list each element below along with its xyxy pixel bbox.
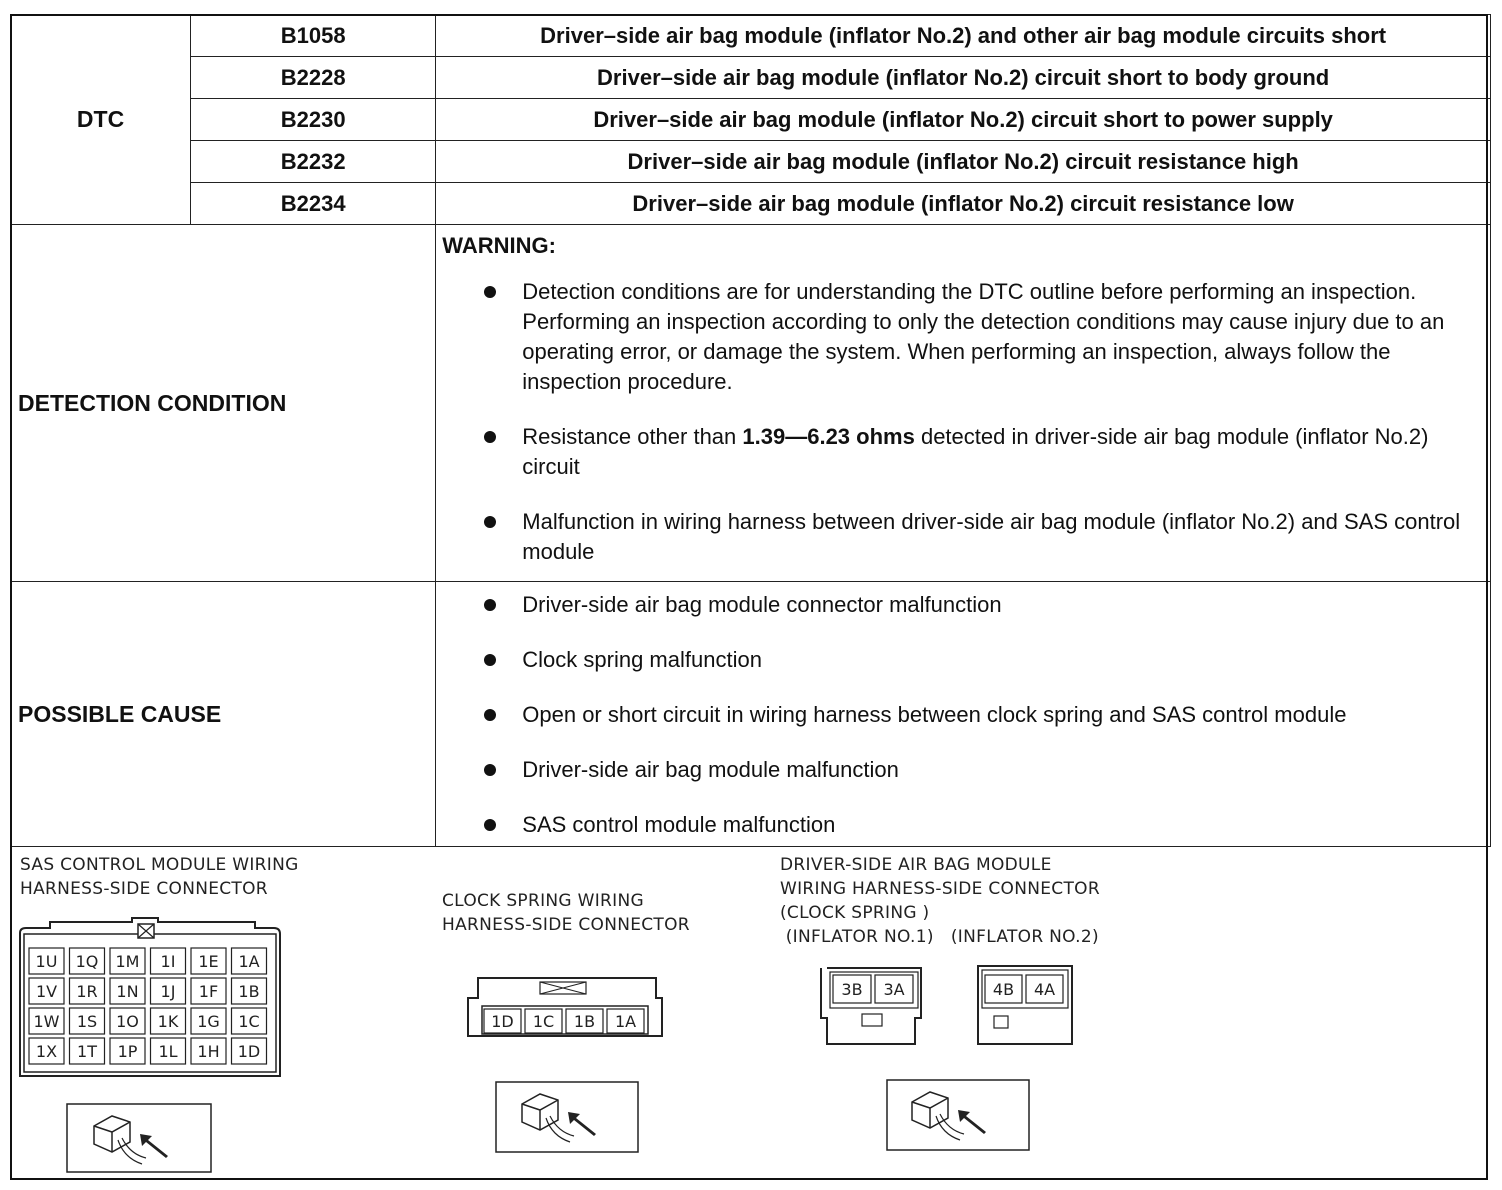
connector-pin-label: 1C [532,1012,555,1031]
connector-pin-label: 1O [116,1012,139,1031]
dtc-description: Driver–side air bag module (inflator No.2) circuit short to power supply [436,99,1491,141]
dtc-code: B1058 [191,15,436,57]
detection-condition-label: DETECTION CONDITION [11,225,436,582]
connector-pin-label: 1K [157,1012,179,1031]
connector-pin-label: 3B [841,980,863,999]
connector-pin-label: 3A [883,980,905,999]
resistance-range: 1.39—6.23 ohms [742,424,915,449]
connector-pin-label: 1J [160,982,176,1001]
connector-pin-label: 1V [35,982,58,1001]
cause-item: Driver-side air bag module connector malfunction [484,590,1476,620]
clock-spring-connector [468,978,662,1036]
connector-pin-label: 1T [77,1042,97,1061]
connector-pin-label: 1H [197,1042,220,1061]
clock-connector-view-icon [496,1082,638,1152]
detection-bullet: Malfunction in wiring harness between driver-side air bag module (inflator No.2) and SAS control module [484,507,1476,567]
connector-pin-label: 1W [33,1012,60,1031]
connector-pin-label: 1D [491,1012,514,1031]
dtc-code: B2230 [191,99,436,141]
inflator-1-connector [821,968,921,1044]
dtc-code: B2232 [191,141,436,183]
sas-connector-view-icon [67,1104,211,1172]
cause-item: Clock spring malfunction [484,645,1476,675]
possible-cause-label: POSSIBLE CAUSE [11,582,436,847]
driver-connector-view-icon [887,1080,1029,1150]
inflator-2-connector [978,966,1072,1044]
cause-item: Open or short circuit in wiring harness between clock spring and SAS control module [484,700,1476,730]
connector-pin-label: 1I [160,952,176,971]
connector-pin-label: 4A [1033,980,1056,999]
connector-pin-label: 1Q [75,952,99,971]
cause-item: Driver-side air bag module malfunction [484,755,1476,785]
connector-pin-label: 1B [238,982,260,1001]
warning-heading: WARNING: [442,233,556,258]
connector-pin-label: 1R [76,982,98,1001]
connector-pin-label: 1X [35,1042,58,1061]
cause-item: SAS control module malfunction [484,810,1476,840]
connector-pin-label: 1D [237,1042,261,1061]
connector-pin-label: 1N [116,982,139,1001]
connector-pin-label: 1P [117,1042,138,1061]
connector-pin-label: 1G [197,1012,220,1031]
sas-connector-title: SAS CONTROL MODULE WIRING HARNESS-SIDE CONNECTOR [20,855,299,899]
connector-pin-label: 4B [992,980,1015,999]
dtc-code: B2234 [191,183,436,225]
dtc-description: Driver–side air bag module (inflator No.2) and other air bag module circuits short [436,15,1491,57]
connector-drawings [10,848,1488,1180]
connector-pin-label: 1S [76,1012,98,1031]
driver-airbag-connector-title: DRIVER-SIDE AIR BAG MODULE WIRING HARNESS-SIDE CONNECTOR (CLOCK SPRING ) (INFLATOR NO.1) (INFLATOR NO.2) [780,855,1100,947]
clock-spring-connector-title: CLOCK SPRING WIRING HARNESS-SIDE CONNECTOR [442,891,690,935]
connector-pin-label: 1M [115,952,140,971]
connector-pin-label: 1A [614,1012,637,1031]
detection-bullet: Resistance other than 1.39—6.23 ohms detected in driver-side air bag module (inflator No.2) circuit [484,422,1476,482]
connector-pin-label: 1U [35,952,58,971]
dtc-description: Driver–side air bag module (inflator No.2) circuit resistance high [436,141,1491,183]
connector-pin-label: 1E [198,952,219,971]
detection-bullet: Detection conditions are for understanding the DTC outline before performing an inspection. Performing an inspection according to only the detection conditions may cause injury due to an operating error, or damage the system. When performing an inspection, always follow the inspection procedure. [484,277,1476,397]
connector-pin-label: 1C [238,1012,260,1031]
connector-pin-label: 1B [573,1012,596,1031]
connector-pin-label: 1F [198,982,219,1001]
dtc-description: Driver–side air bag module (inflator No.2) circuit short to body ground [436,57,1491,99]
connector-pin-label: 1A [238,952,260,971]
sas-connector [20,918,280,1076]
dtc-code: B2228 [191,57,436,99]
dtc-description: Driver–side air bag module (inflator No.2) circuit resistance low [436,183,1491,225]
connector-diagrams [10,848,1488,1180]
connector-pin-label: 1L [158,1042,178,1061]
dtc-label: DTC [11,15,191,225]
